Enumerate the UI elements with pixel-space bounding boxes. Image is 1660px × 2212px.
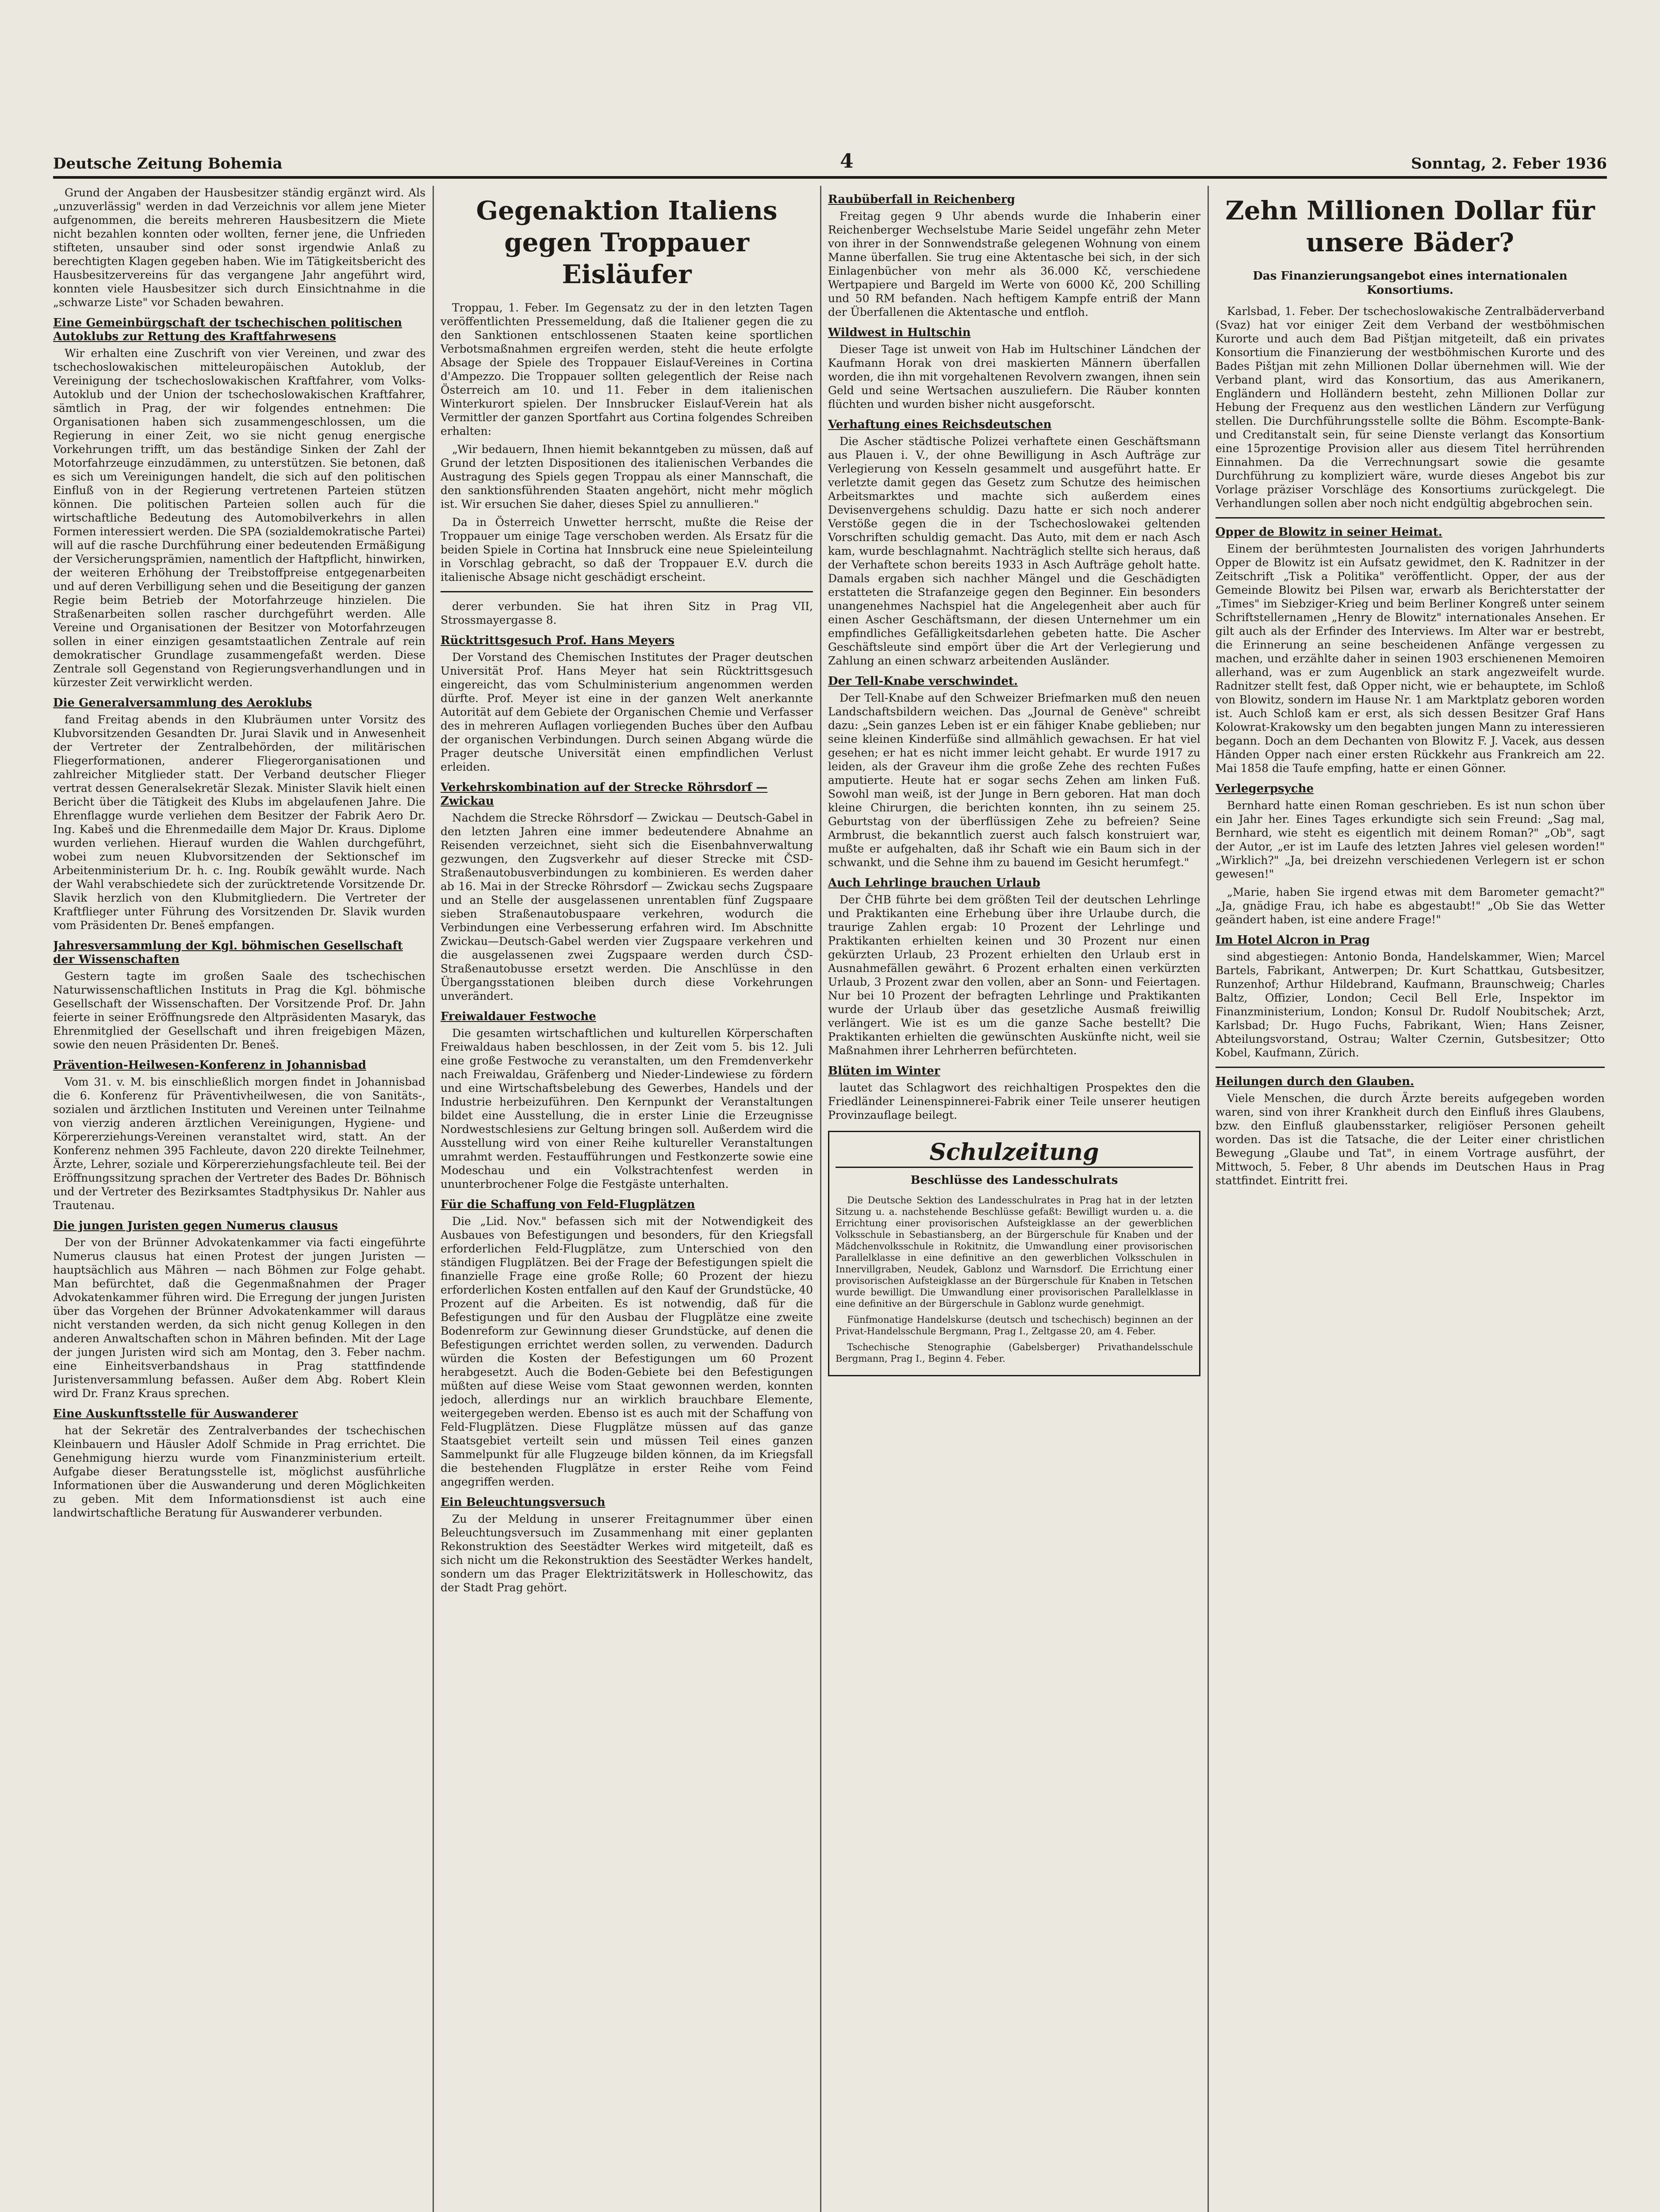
article-heading: Jahresversammlung der Kgl. böhmischen Gesellschaft der Wissenschaften [53, 939, 403, 966]
article-text: Zu der Meldung in unserer Freitagnummer über einen Beleuchtungsversuch im Zusammenhang mit einer geplanten Rekonstruktion des Seestädter Werkes wird mitgeteilt, daß es sich nicht um die Rekonstruktion des Seestädter Werkes handelt, sondern um das Prager Elektrizitätswerk in Holleschowitz, das der Stadt Prag gehört. [441, 1513, 813, 1594]
schulzeitung-box [828, 1131, 1200, 1376]
article-heading: Opper de Blowitz in seiner Heimat. [1215, 526, 1442, 539]
article-heading: Rücktrittsgesuch Prof. Hans Meyers [441, 634, 675, 647]
article-text: Dieser Tage ist unweit von Hab im Hultschiner Ländchen der Kaufmann Horak von drei maskierten Männern überfallen worden, die ihn mit vorgehaltenen Revolvern zwangen, ihnen sein Geld und seine Wertsachen auszuliefern. Die Räuber konnten flüchten und wurden bisher nicht ausgeforscht. [828, 343, 1200, 411]
article-text: Der von der Brünner Advokatenkammer via facti eingeführte Numerus clausus hat einen Protest der jungen Juristen — hauptsächlich aus Mähren — nach Böhmen zur Folge gehabt. Man befürchtet, daß die Gegenmaßnahmen der Prager Advokatenkammer führen wird. Die Erregung der jungen Juristen über das Vorgehen der Brünner Advokatenkammer will daraus nicht verstanden werden, da sich nicht genug Kollegen in den anderen Anwaltschaften schon in Mähren befinden. Mit der Lage der jungen Juristen wird sich am Montag, den 3. Feber nachm. eine Einheitsverbandshaus in Prag stattfindende Juristenversammlung befassen. Außer dem Abg. Robert Klein wird Dr. Franz Kraus sprechen. [53, 1236, 426, 1400]
article-heading: Verkehrskombination auf der Strecke Röhrsdorf — Zwickau [441, 781, 768, 808]
article-text: Die gesamten wirtschaftlichen und kulturellen Körperschaften Freiwaldaus haben beschlossen, in der Zeit vom 5. bis 12. Juli eine große Festwoche zu veranstalten, um den Fremdenverkehr nach Freiwaldau, Gräfenberg und Nieder-Lindewiese zu fördern und eine Wirtschaftsbelebung des Gewerbes, Handels und der Industrie herbeizuführen. Den Kernpunkt der Veranstaltungen bildet eine Ausstellung, die in erster Linie die Erzeugnisse Nordwestschlesiens zur Geltung bringen soll. Außerdem wird die Ausstellung wird von einer Reihe kultureller Veranstaltungen umrahmt werden. Festaufführungen und Festkonzerte sowie eine Modeschau und ein Volkstrachtenfest werden in ununterbrochener Folge die Festgäste unterhalten. [441, 1027, 813, 1190]
article-heading: Freiwaldauer Festwoche [441, 1010, 596, 1023]
article-text: hat der Sekretär des Zentralverbandes der tschechischen Kleinbauern und Häusler Adolf Schmide in Prag errichtet. Die Genehmigung hierzu wurde vom Finanzministerium erteilt. Aufgabe dieser Beratungsstelle ist, möglichst ausführliche Informationen über die Auswanderung und deren Möglichkeiten zu geben. Mit dem Informationsdienst ist auch eine landwirtschaftliche Beratung für Auswanderer verbunden. [53, 1424, 426, 1519]
article-text: fand Freitag abends in den Klubräumen unter Vorsitz des Klubvorsitzenden Gesandten Dr. Jurai Slavik und in Anwesenheit der Vertreter der Zentralbehörden, der militärischen Fliegerformationen, anderer Fliegerorganisationen und zahlreicher Mitglieder statt. Der Verband deutscher Flieger vertrat dessen Generalsekretär Slezak. Minister Slavik hielt einen Bericht über die Tätigkeit des Klubs im abgelaufenen Jahre. Die Ehrenflagge wurde verliehen dem Besitzer der Fabrik Aero Dr. Ing. Kabeš und die Ehrenmedaille dem Major Dr. Kraus. Diplome wurden verliehen. Hierauf wurden die Wahlen durchgeführt, wobei zum neuen Klubvorsitzenden der Sektionschef im Arbeitenministerium Dr. h. c. Ing. Roubík gewählt wurde. Nach der Wahl verabschiedete sich der zurücktretende Vorsitzende Dr. Slavik herzlich von den Klubmitgliedern. Die Vertreter der Kraftflieger unter Führung des Vorsitzenden Dr. Slavik wurden vom Präsidenten Dr. Beneš empfangen. [53, 713, 426, 932]
section-title: Schulzeitung [836, 1138, 1193, 1168]
article-heading: Prävention-Heilwesen-Konferenz in Johannisbad [53, 1059, 366, 1072]
article-quote: „Wir bedauern, Ihnen hiemit bekanntgeben zu müssen, daß auf Grund der letzten Dispositionen des italienischen Verbandes die Austragung des Spiels gegen Troppau als einer Mannschaft, die den sanktionsführenden Staaten angehört, nicht mehr möglich ist. Wir ersuchen Sie daher, dieses Spiel zu annullieren." [441, 443, 813, 511]
article-text: Die „Lid. Nov." befassen sich mit der Notwendigkeit des Ausbaues von Befestigungen und besonders, für den Kriegsfall erforderlichen Feld-Flugplätze, zum Unterschied von den ständigen Flugplätzen. Bei der Frage der Befestigungen spielt die finanzielle Frage eine große Rolle; 60 Prozent der hiezu erforderlichen Kosten entfallen auf den Kauf der Grundstücke, 40 Prozent auf die Arbeiten. Es ist notwendig, daß für die Befestigungen und für den Ausbau der Flugplätze eine zweite Bodenreform zur Gewinnung dieser Grundstücke, auf denen die Befestigungen errichtet werden sollen, zu verwenden. Dadurch würden die Kosten der Befestigungen um 60 Prozent herabgesetzt. Auch die Boden-Gebiete bei den Befestigungen müßten auf diese Weise vom Staat gewonnen werden, konnten jedoch, allerdings nur an wirklich brauchbare Elemente, weitergegeben werden. Ebenso ist es auch mit der Schaffung von Feld-Flugplätzen. Diese Flugplätze müssen auf das ganze Staatsgebiet verteilt sein und müssen Teil eines ganzen Sammelpunkt für alle Flugzeuge bilden können, da im Kriegsfall die bestehenden Flugplätze in erster Reihe vom Feind angegriffen werden. [441, 1215, 813, 1488]
article-text: Viele Menschen, die durch Ärzte bereits aufgegeben worden waren, sind von ihrer Krankheit durch den Einfluß ihres Glaubens, bzw. den Einfluß glaubensstarker, religiöser Personen geheilt worden. Das ist die Tatsache, die der Leiter einer christlichen Bewegung „Glaube und Tat", in einem Vortrage ausführt, der Mittwoch, 5. Feber, 8 Uhr abends im Deutschen Haus in Prag stattfindet. Eintritt frei. [1215, 1092, 1605, 1187]
article-text: Tschechische Stenographie (Gabelsberger) Privathandelsschule Bergmann, Prag I., Beginn 4. Feber. [836, 1342, 1193, 1364]
article-text: Die Deutsche Sektion des Landesschulrates in Prag hat in der letzten Sitzung u. a. nachstehende Beschlüsse gefaßt: Bewilligt wurden u. a. die Errichtung einer provisorischen Aufsteigklasse an der gewerblichen Volksschule in Sebastiansberg, an der Bürgerschule für Knaben und der Mädchenvolksschule in Rokitnitz, die Umwandlung einer provisorischen Parallelklasse in eine definitive an den gewerblichen Volksschulen in Innervillgraben, Neudek, Gablonz und Warnsdorf. Die Errichtung einer provisorischen Aufsteigklasse an der Bürgerschule für Knaben in Tetschen wurde bewilligt. Die Umwandlung einer provisorischen Parallelklasse in eine definitive an der Bürgerschule in Gablonz wurde genehmigt. [836, 1195, 1193, 1309]
issue-date: Sonntag, 2. Feber 1936 [1411, 155, 1607, 173]
article-text: derer verbunden. Sie hat ihren Sitz in Prag VII, Strossmayergasse 8. [441, 600, 813, 626]
article-text: Nachdem die Strecke Röhrsdorf — Zwickau — Deutsch-Gabel in den letzten Jahren eine immer bedeutendere Abnahme an Reisenden verzeichnet, sieht sich die Eisenbahnverwaltung gezwungen, den Zugsverkehr auf dieser Strecke mit ČSD-Straßenautobusverbindungen zu kombinieren. Es werden daher ab 16. Mai in der Strecke Röhrsdorf — Zwickau sechs Zugspaare und an Stelle der ausgelassenen unrentablen fünf Zugspaare sieben Straßenautobuspaare verkehren, wodurch die Verbindungen eine Verbesserung erfahren wird. Im Abschnitte Zwickau—Deutsch-Gabel werden vier Zugspaare verkehren und die ausgelassenen zwei Zugspaare werden durch ČSD-Straßenautobusse ersetzt werden. Die Anschlüsse in den Übergangsstationen bleiben durch diese Vorkehrungen unverändert. [441, 811, 813, 1002]
article-heading: Verhaftung eines Reichsdeutschen [828, 418, 1052, 431]
divider [1215, 517, 1605, 518]
article-text: Die Ascher städtische Polizei verhaftete einen Geschäftsmann aus Plauen i. V., der ohne Bewilligung in Asch Aufträge zur Verlegierung von Kesseln gesammelt und ausgeführt hatte. Er verletzte damit gegen das Gesetz zum Schutze des heimischen Arbeitsmarktes und machte sich außerdem eines Devisenvergehens schuldig. Dazu hatte er sich noch anderer Verstöße gegen die in der Tschechoslowakei geltenden Vorschriften schuldig gemacht. Das Auto, mit dem er nach Asch kam, wurde beschlagnahmt. Nachträglich stellte sich heraus, daß der Verhaftete schon bereits 1933 in Asch Aufträge geholt hatte. Damals ergaben sich nachher Mängel und die Geschädigten erstatteten die Strafanzeige gegen den Beginner. Ein besonders unangenehmes Nachspiel hat die Angelegenheit aber auch für einen Ascher Geschäftsmann, der diesen Unternehmer um ein empfindliches Gefälligkeitsdarlehen gebeten hatte. Die Ascher Geschäftsleute sind empört über die Art der Verlegierung und Zahlung an einen schwarz arbeitenden Ausländer. [828, 435, 1200, 667]
column-3 [828, 186, 1200, 2212]
article-heading: Ein Beleuchtungsversuch [441, 1496, 606, 1509]
article-heading: Blüten im Winter [828, 1064, 940, 1078]
article-heading: Eine Gemeinbürgschaft der tschechischen politischen Autoklubs zur Rettung des Kraftfahrwesens [53, 316, 403, 343]
column-rule [820, 186, 821, 2212]
article-text: lautet das Schlagwort des reichhaltigen Prospektes den die Friedländer Leinenspinnerei-Fabrik einer Teile unserer heutigen Provinzauflage beilegt. [828, 1081, 1200, 1121]
article-heading: Für die Schaffung von Feld-Flugplätzen [441, 1198, 695, 1211]
article-text: Grund der Angaben der Hausbesitzer ständig ergänzt wird. Als „unzuverlässig" werden in dad Verzeichnis vor allem jene Mieter aufgenommen, die bereits mehreren Hausbesitzern die Miete nicht bezahlen konnten oder wollten, ferner jene, die Unfrieden stifteten, unsauber sind oder sonst irgendwie Anlaß zu berechtigten Klagen gegeben haben. Wie im Tätigkeitsbericht des Hausbesitzervereins für das vergangene Jahr angeführt wird, konnten viele Hausbesitzer sich durch Einsichtnahme in die „schwarze Liste" vor Schaden bewahren. [53, 186, 426, 309]
article-heading: Eine Auskunftsstelle für Auswanderer [53, 1407, 298, 1421]
article-text: Der ČHB führte bei dem größten Teil der deutschen Lehrlinge und Praktikanten eine Erhebung über ihre Urlaube durch, die traurige Zahlen ergab: 10 Prozent der Lehrlinge und Praktikanten erhielten keinen und 30 Prozent nur einen gekürzten Urlaub, 23 Prozent erhielten den Urlaub erst in Ausnahmefällen gewährt. 6 Prozent erhalten einen verkürzten Urlaub, 3 Prozent zwar den vollen, aber an Sonn- und Feiertagen. Nur bei 10 Prozent der befragten Lehrlinge und Praktikanten wurde der Urlaub über das gesetzliche Ausmaß freiwillig verlängert. Wie ist es um die ganze Sache bestellt? Die Praktikanten erhielten die gewünschten Auskünfte nicht, weil sie Maßnahmen ihrer Lehrherren befürchteten. [828, 893, 1200, 1057]
article-heading: Die Generalversammlung des Aeroklubs [53, 696, 312, 710]
column-1 [53, 186, 426, 2212]
article-heading: Verlegerpsyche [1215, 782, 1314, 795]
column-rule [1208, 186, 1209, 2212]
divider [441, 591, 813, 592]
article-heading: Im Hotel Alcron in Prag [1215, 933, 1370, 947]
article-text: Troppau, 1. Feber. Im Gegensatz zu der in den letzten Tagen veröffentlichten Pressemeldung, daß die Italiener gegen die zu den Sanktionen entschlossenen Staaten keine sportlichen Verbotsmaßnahmen ergreifen werden, steht die heute erfolgte Absage der Spiele des Troppauer Eislauf-Vereines in Cortina d'Ampezzo. Die Troppauer sollten gelegentlich der Reise nach Österreich am 10. und 11. Feber in dem italienischen Winterkurort spielen. Der Innsbrucker Eislauf-Verein hat als Vermittler der ganzen Sportfahrt aus Cortina folgendes Schreiben erhalten: [441, 301, 813, 438]
divider [1215, 1067, 1605, 1068]
article-heading: Wildwest in Hultschin [828, 326, 971, 339]
article-text: Bernhard hatte einen Roman geschrieben. Es ist nun schon über ein Jahr her. Eines Tages erkundigte sich sein Freund: „Sag mal, Bernhard, wie steht es eigentlich mit deinem Roman?" „Ob", sagt der Autor, „er ist im Laufe des letzten Jahres viel gelesen worden!" „Wirklich?" „Ja, bei dreizehn verschiedenen Verlegern ist er schon gewesen!" [1215, 799, 1605, 880]
article-heading: Auch Lehrlinge brauchen Urlaub [828, 876, 1040, 890]
article-text: Da in Österreich Unwetter herrscht, mußte die Reise der Troppauer um einige Tage verschoben werden. Als Ersatz für die beiden Spiele in Cortina hat Innsbruck eine neue Spieleinteilung in Vorschlag gebracht, so daß der Troppauer E.V. durch die italienische Absage nicht geschädigt erscheint. [441, 516, 813, 584]
section-subtitle: Beschlüsse des Landesschulrats [910, 1174, 1118, 1187]
article-text: Einem der berühmtesten Journalisten des vorigen Jahrhunderts Opper de Blowitz ist ein Aufsatz gewidmet, den K. Radnitzer in der Zeitschrift „Tisk a Politika" veröffentlicht. Opper, der aus der Gemeinde Blowitz bei Pilsen war, erwarb als Berichterstatter der „Times" im Siebziger-Krieg und beim Berliner Kongreß unter seinem Schriftstellernamen „Henry de Blowitz" internationales Ansehen. Er gilt auch als der Erfinder des Interviews. Im Alter war er bestrebt, die Erinnerung an seine bescheidenen Anfänge vergessen zu machen, und erzählte daher in seinen 1903 erschienenen Memoiren allerhand, was er zum Augenblick an stark angezweifelt wurde. Radnitzer stellt fest, daß Opper nicht, wie er behauptete, im Schloß von Blowitz, sondern im Hause Nr. 1 am Marktplatz geboren worden ist. Auch Schloß kam er erst, als sich dessen Besitzer Graf Hans Kolowrat-Krakowsky um den begabten jungen Mann zu interessieren begann. Doch an dem Dechanten von Blowitz F. J. Vacek, aus dessen Händen Opper nach einer ersten Rückkehr aus Frankreich am 22. Mai 1858 die Taufe empfing, hatte er einen Gönner. [1215, 542, 1605, 775]
column-2 [441, 186, 813, 2212]
page-number: 4 [840, 150, 854, 173]
article-text: Karlsbad, 1. Feber. Der tschechoslowakische Zentralbäderverband (Svaz) hat vor einiger Zeit dem Verband der westböhmischen Kurorte und auch dem Bad Pištjan mitgeteilt, daß ein privates Konsortium die Finanzierung der westböhmischen Kurorte und des Bades Pištjan mit zehn Millionen Dollar übernehmen will. Wie der Verband plant, wird das Konsortium, das aus Amerikanern, Engländern und Holländern besteht, zehn Millionen Dollar zur Hebung der Frequenz aus den westlichen Ländern zur Verfügung stellen. Die Durchführungsstelle sollte die Böhm. Escompte-Bank- und Creditanstalt sein, für seine Dienste verlangt das Konsortium eine 15prozentige Provision aller aus diesem Titel herrührenden Einnahmen. Da die Verrechnungsart sowie die gesamte Durchführung zu kompliziert wäre, wurde dieses Angebot bis zur Vorlage präziser Vorschläge des Konsortiums zurückgelegt. Die Verhandlungen sollen aber noch nicht endgültig abgebrochen sein. [1215, 305, 1605, 510]
article-text: Gestern tagte im großen Saale des tschechischen Naturwissenschaftlichen Instituts in Prag die Kgl. böhmische Gesellschaft der Wissenschaften. Der Vorsitzende Prof. Dr. Jahn feierte in seiner Eröffnungsrede den Altpräsidenten Masaryk, das Ehrenmitglied der Gesellschaft und ihren freigebigen Mäzen, sowie den neuen Präsidenten Dr. Beneš. [53, 970, 426, 1051]
column-4 [1215, 186, 1605, 2212]
article-text: „Marie, haben Sie irgend etwas mit dem Barometer gemacht?" „Ja, gnädige Frau, ich habe es abgestaubt!" „Ob Sie das Wetter geändert haben, ist eine andere Frage!" [1215, 886, 1605, 926]
article-heading: Heilungen durch den Glauben. [1215, 1075, 1415, 1088]
masthead [53, 133, 1607, 179]
article-text: sind abgestiegen: Antonio Bonda, Handelskammer, Wien; Marcel Bartels, Fabrikant, Antwerpen; Dr. Kurt Schattkau, Gutsbesitzer, Runzenhof; Arthur Hildebrand, Kaufmann, Braunschweig; Charles Baltz, Offizier, London; Cecil Bell Erle, Inspektor im Finanzministerium, London; Konsul Dr. Rudolf Noubitschek; Arzt, Karlsbad; Dr. Hugo Fuchs, Fabrikant, Wien; Hans Zeisner, Abteilungsvorstand, Ostrau; Walter Czernin, Gutsbesitzer; Otto Kobel, Kaufmann, Zürich. [1215, 950, 1605, 1059]
headline: Zehn Millionen Dollar für unsere Bäder? [1225, 196, 1595, 257]
article-text: Vom 31. v. M. bis einschließlich morgen findet in Johannisbad die 6. Konferenz für Präventivheilwesen, die von Sanitäts-, sozialen und ärztlichen Instituten und Vereinen unter Teilnahme von vierzig anderen ärztlichen Vereinigungen, Hygiene- und Körpererziehungs-Vereinen veranstaltet wird, statt. An der Konferenz nehmen 395 Fachleute, davon 220 direkte Teilnehmer, Ärzte, Lehrer, soziale und Körpererziehungsfachleute teil. Bei der Eröffnungssitzung sprachen der Vertreter des Bades Dr. Böhnisch und der Vertreter des Bezirksamtes Stadtphysikus Dr. Nahler aus Trautenau. [53, 1075, 426, 1212]
headline: Gegenaktion Italiens gegen Troppauer Eisläufer [476, 196, 778, 289]
article-heading: Raubüberfall in Reichenberg [828, 193, 1015, 206]
article-text: Fünfmonatige Handelskurse (deutsch und tschechisch) beginnen an der Privat-Handelsschule Bergmann, Prag I., Zeltgasse 20, am 4. Feber. [836, 1314, 1193, 1336]
article-heading: Der Tell-Knabe verschwindet. [828, 675, 1018, 688]
paper-title: Deutsche Zeitung Bohemia [53, 155, 283, 173]
article-text: Der Vorstand des Chemischen Institutes der Prager deutschen Universität Prof. Hans Meyer hat sein Rücktrittsgesuch eingereicht, das vom Schulministerium angenommen werden dürfte. Prof. Meyer ist eine in der ganzen Welt anerkannte Autorität auf dem Gebiete der Organischen Chemie und Verfasser des in mehreren Auflagen vorliegenden Buches über den Aufbau der organischen Verbindungen. Durch seinen Abgang würde die Prager deutsche Universität einen empfindlichen Verlust erleiden. [441, 651, 813, 773]
headline-subtitle: Das Finanzierungsangebot eines internationalen Konsortiums. [1253, 269, 1568, 297]
article-text: Wir erhalten eine Zuschrift von vier Vereinen, und zwar des tschechoslowakischen mitteleuropäischen Autoklub, der Vereinigung der tschechoslowakischen Kraftfahrer, vom Volks-Autoklub und der Union der tschechoslowakischen Kraftfahrer, sämtlich in Prag, der wir folgendes entnehmen: Die Organisationen haben sich zusammengeschlossen, um die Regierung in einer Zeit, wo sie nicht genug energische Vorkehrungen trifft, um das beständige Sinken der Zahl der Motorfahrzeuge einzudämmen, zu unterstützen. Sie betonen, daß es sich um Vereinigungen handelt, die sich auf den politischen Einfluß von in der Regierung vertretenen Parteien stützen können. Die politischen Parteien sollen auch für die wirtschaftliche Bedeutung des Automobilverkehrs in allen Formen interessiert werden. Die SPA (sozialdemokratische Partei) will auf die rasche Durchführung einer bedeutenden Ermäßigung der Versicherungsprämien, namentlich der Haftpflicht, hinwirken, der weiteren Erhöhung der Treibstoffpreise entgegenarbeiten und auf deren Verbilligung sehen und die Beseitigung der ganzen Regie beim Betrieb der Motorfahrzeuge hinzielen. Die Straßenarbeiten sollen rascher durchgeführt werden. Alle Vereine und Organisationen der Besitzer von Motorfahrzeugen sollen in einer einzigen gesamtstaatlichen Zentrale auf rein demokratischer Grundlage zusammengefaßt werden. Diese Zentrale soll Gegenstand von Regierungsverhandlungen und in kürzester Zeit verwirklicht werden. [53, 347, 426, 689]
article-text: Freitag gegen 9 Uhr abends wurde die Inhaberin einer Reichenberger Wechselstube Marie Seidel ungefähr zehn Meter von ihrer in der Sonnwendstraße gelegenen Wohnung von einem Manne überfallen. Sie trug eine Aktentasche bei sich, in der sich Einlagenbücher von mehr als 36.000 Kč, verschiedene Wertpapiere und Bargeld im Werte von 6000 Kč, 200 Schilling und 50 RM befanden. Nach heftigem Kampfe entriß der Mann der Überfallenen die Aktentasche und entfloh. [828, 210, 1200, 319]
newspaper-page [53, 186, 1606, 2212]
article-heading: Die jungen Juristen gegen Numerus clausus [53, 1219, 338, 1233]
column-rule [433, 186, 434, 2212]
article-text: Der Tell-Knabe auf den Schweizer Briefmarken muß den neuen Landschaftsbildern weichen. Das „Journal de Genève" schreibt dazu: „Sein ganzes Leben ist er ein fähiger Knabe geblieben; nur seine kleinen Kinderfüße sind allmählich gewachsen. Er hat viel gesehen; er hat es nicht immer leicht gehabt. Er wurde 1917 zu leiden, als der Graveur ihm die große Zehe des rechten Fußes amputierte. Heute hat er sogar sechs Zehen am linken Fuß. Sowohl man weiß, ist der Junge in Bern geboren. Hat man doch kleine Chirurgen, die berichten konnten, ihn zu seinem 25. Geburtstag von der überflüssigen Zehe zu befreien? Seine Armbrust, die bekanntlich zuerst auch falsch konstruiert war, mußte er aufgehalten, daß ihr Schaft wie ein Baum sich in der schwankt, und die Sehne ihm zu bauend im Gesicht herumfegt." [828, 691, 1200, 869]
